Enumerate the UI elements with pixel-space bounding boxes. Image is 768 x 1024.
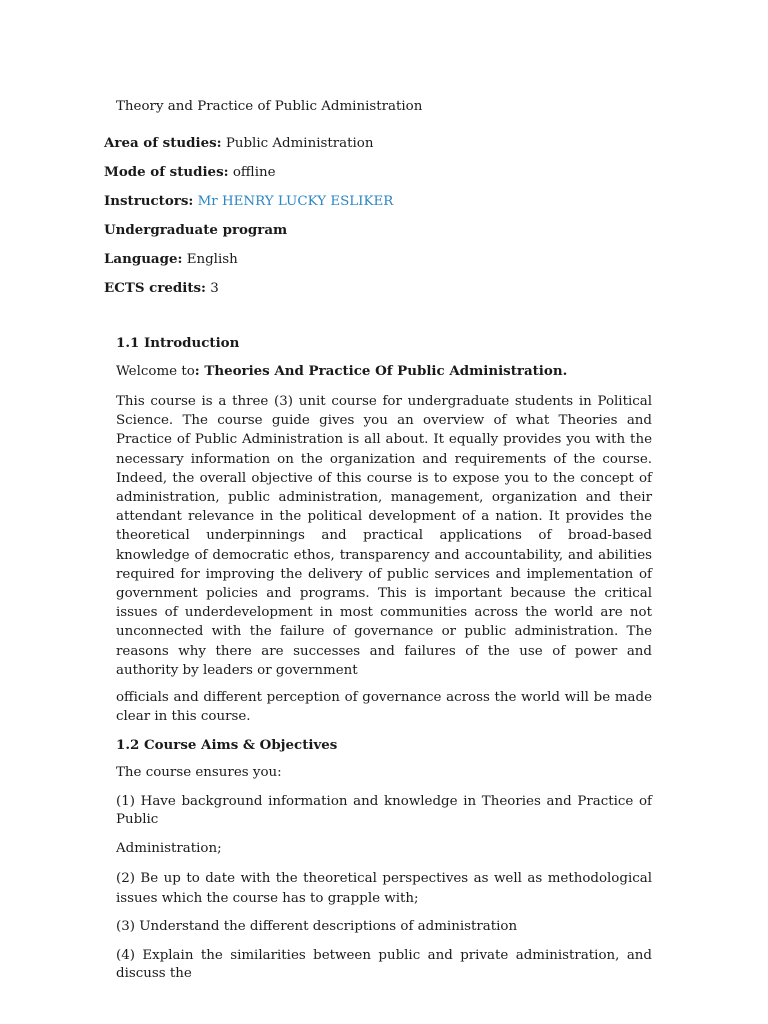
- aims-lead: The course ensures you:: [116, 765, 282, 781]
- meta-mode-of-studies: [104, 163, 664, 192]
- meta-instructors: [104, 192, 664, 221]
- aims-item-1: (1) Have background information and knowledge in Theories and Practice of Public: [116, 794, 652, 828]
- aims-heading: 1.2 Course Aims & Objectives: [116, 737, 338, 754]
- aims-item-2: (2) Be up to date with the theoretical perspectives as well as methodological issues which the course has to grapple with;: [116, 871, 652, 906]
- meta-value: Public Administration: [221, 136, 374, 151]
- welcome-line: [116, 362, 652, 381]
- meta-label: Instructors:: [104, 193, 194, 209]
- aims-item-4: (4) Explain the similarities between public and private administration, and discuss the: [116, 947, 652, 981]
- meta-language: [104, 250, 664, 279]
- aims-item-1-continued: Administration;: [116, 841, 222, 857]
- introduction-paragraph: This course is a three (3) unit course for undergraduate students in Political Science. The course guide gives you an overview of what Theories and Practice of Public Administration is all about. It equally provides you with the necessary information on the organization and requirements of the course. Indeed, the overall objective of this course is to expose you to the concept of administration, public administration, management, organization and their attendant relevance in the political development of a nation. It provides the theoretical underpinnings and practical applications of broad-based knowledge of democratic ethos, transparency and accountability, and abilities required for improving the delivery of public services and implementation of government policies and programs. This is important because the critical issues of underdevelopment in most communities across the world are not unconnected with the failure of governance or public administration. The reasons why there are successes and failures of the use of power and authority by leaders or government: [116, 394, 652, 678]
- document-body: [116, 334, 652, 994]
- introduction-paragraph-continued: officials and different perception of governance across the world will be made clear in this course.: [116, 690, 652, 725]
- meta-program: [104, 221, 664, 250]
- instructor-link[interactable]: Mr HENRY LUCKY ESLIKER: [193, 194, 394, 209]
- course-meta: [104, 134, 664, 308]
- meta-ects-credits: [104, 279, 664, 308]
- meta-label: Mode of studies:: [104, 164, 229, 180]
- meta-area-of-studies: [104, 134, 664, 163]
- document-title: Theory and Practice of Public Administration: [116, 99, 423, 114]
- welcome-course-title: : Theories And Practice Of Public Administration.: [194, 363, 568, 379]
- meta-label: Area of studies:: [104, 135, 222, 151]
- meta-value: offline: [228, 165, 276, 180]
- meta-value: English: [182, 252, 238, 267]
- meta-value: 3: [206, 281, 219, 296]
- meta-label: ECTS credits:: [104, 280, 207, 296]
- meta-label: Undergraduate program: [104, 222, 288, 238]
- meta-label: Language:: [104, 251, 183, 267]
- welcome-prefix: Welcome to: [116, 364, 195, 379]
- aims-item-3: (3) Understand the different descriptions of administration: [116, 918, 518, 934]
- introduction-heading: 1.1 Introduction: [116, 335, 240, 351]
